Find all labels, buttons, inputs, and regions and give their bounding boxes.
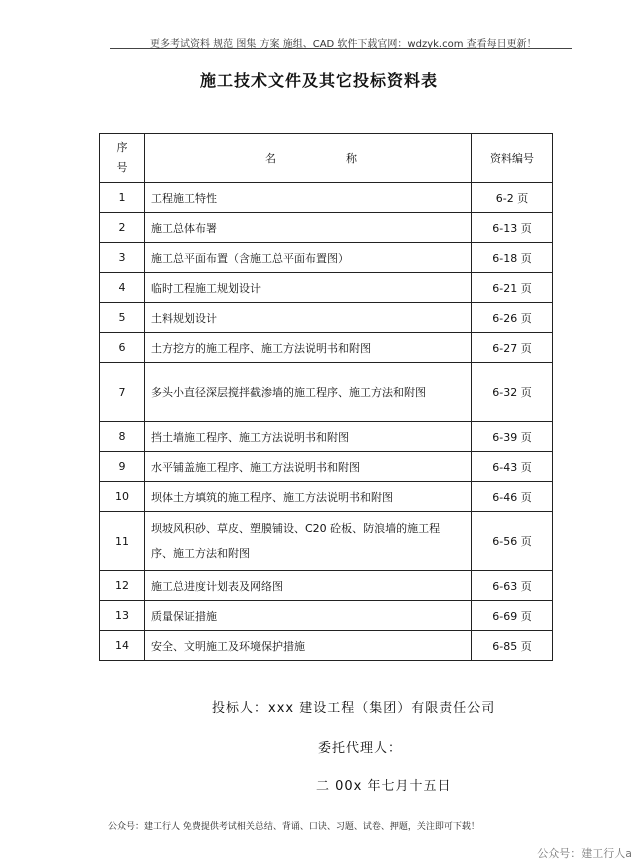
watermark-brand: 公众号：建工行人a (537, 847, 632, 860)
row-name: 挡土墙施工程序、施工方法说明书和附图 (145, 422, 472, 452)
row-name: 坝坡风积砂、草皮、塑膜铺设、C20 砼板、防浪墙的施工程序、施工方法和附图 (145, 512, 472, 571)
row-name: 多头小直径深层搅拌截渗墙的施工程序、施工方法和附图 (145, 363, 472, 422)
table-row (100, 303, 553, 333)
table-row (100, 333, 553, 363)
row-name: 工程施工特性 (145, 183, 472, 213)
row-name: 施工总平面布置（含施工总平面布置图） (145, 243, 472, 273)
row-page: 6-13 页 (472, 213, 553, 243)
row-number: 5 (100, 303, 145, 333)
table-header-row (100, 134, 553, 183)
agent-signature-line: 委托代理人： (318, 741, 403, 756)
table-row (100, 631, 553, 661)
row-name: 土料规划设计 (145, 303, 472, 333)
table-row (100, 213, 553, 243)
document-date: 二 00x 年七月十五日 (316, 779, 452, 794)
row-number: 1 (100, 183, 145, 213)
row-page: 6-32 页 (472, 363, 553, 422)
row-number: 6 (100, 333, 145, 363)
row-page: 6-56 页 (472, 512, 553, 571)
row-page: 6-27 页 (472, 333, 553, 363)
table-row (100, 482, 553, 512)
header-divider (110, 48, 572, 49)
row-page: 6-26 页 (472, 303, 553, 333)
row-number: 13 (100, 601, 145, 631)
table-row (100, 243, 553, 273)
row-name: 质量保证措施 (145, 601, 472, 631)
row-name: 安全、文明施工及环境保护措施 (145, 631, 472, 661)
table-row (100, 601, 553, 631)
bidder-signature-line: 投标人：xxx 建设工程（集团）有限责任公司 (212, 701, 496, 716)
row-name: 施工总进度计划表及网络图 (145, 571, 472, 601)
row-name: 土方挖方的施工程序、施工方法说明书和附图 (145, 333, 472, 363)
column-header-no: 序号 (100, 134, 145, 183)
row-page: 6-69 页 (472, 601, 553, 631)
table-row (100, 512, 553, 571)
row-page: 6-63 页 (472, 571, 553, 601)
row-page: 6-46 页 (472, 482, 553, 512)
row-page: 6-2 页 (472, 183, 553, 213)
row-number: 8 (100, 422, 145, 452)
document-title: 施工技术文件及其它投标资料表 (199, 71, 438, 90)
bid-documents-table (99, 133, 553, 661)
header-note: 更多考试资料 规范 图集 方案 施组、CAD 软件下载官网：wdzyk.com 查看每日更新！ (150, 39, 537, 50)
row-page: 6-43 页 (472, 452, 553, 482)
table-row (100, 183, 553, 213)
row-number: 14 (100, 631, 145, 661)
table-row (100, 452, 553, 482)
row-name: 水平铺盖施工程序、施工方法说明书和附图 (145, 452, 472, 482)
table-row (100, 273, 553, 303)
row-page: 6-18 页 (472, 243, 553, 273)
row-page: 6-85 页 (472, 631, 553, 661)
table-row (100, 363, 553, 422)
row-number: 11 (100, 512, 145, 571)
row-number: 7 (100, 363, 145, 422)
footer-note: 公众号：建工行人 免费提供考试相关总结、背诵、口诀、习题、试卷、押题，关注即可下载！ (108, 822, 480, 832)
table-row (100, 422, 553, 452)
row-number: 9 (100, 452, 145, 482)
row-number: 3 (100, 243, 145, 273)
row-number: 4 (100, 273, 145, 303)
row-name: 施工总体布署 (145, 213, 472, 243)
row-number: 10 (100, 482, 145, 512)
row-number: 12 (100, 571, 145, 601)
row-name: 临时工程施工规划设计 (145, 273, 472, 303)
column-header-page: 资料编号 (472, 134, 553, 183)
row-page: 6-21 页 (472, 273, 553, 303)
table-row (100, 571, 553, 601)
row-number: 2 (100, 213, 145, 243)
row-page: 6-39 页 (472, 422, 553, 452)
column-header-name: 名称 (145, 134, 472, 183)
row-name: 坝体土方填筑的施工程序、施工方法说明书和附图 (145, 482, 472, 512)
